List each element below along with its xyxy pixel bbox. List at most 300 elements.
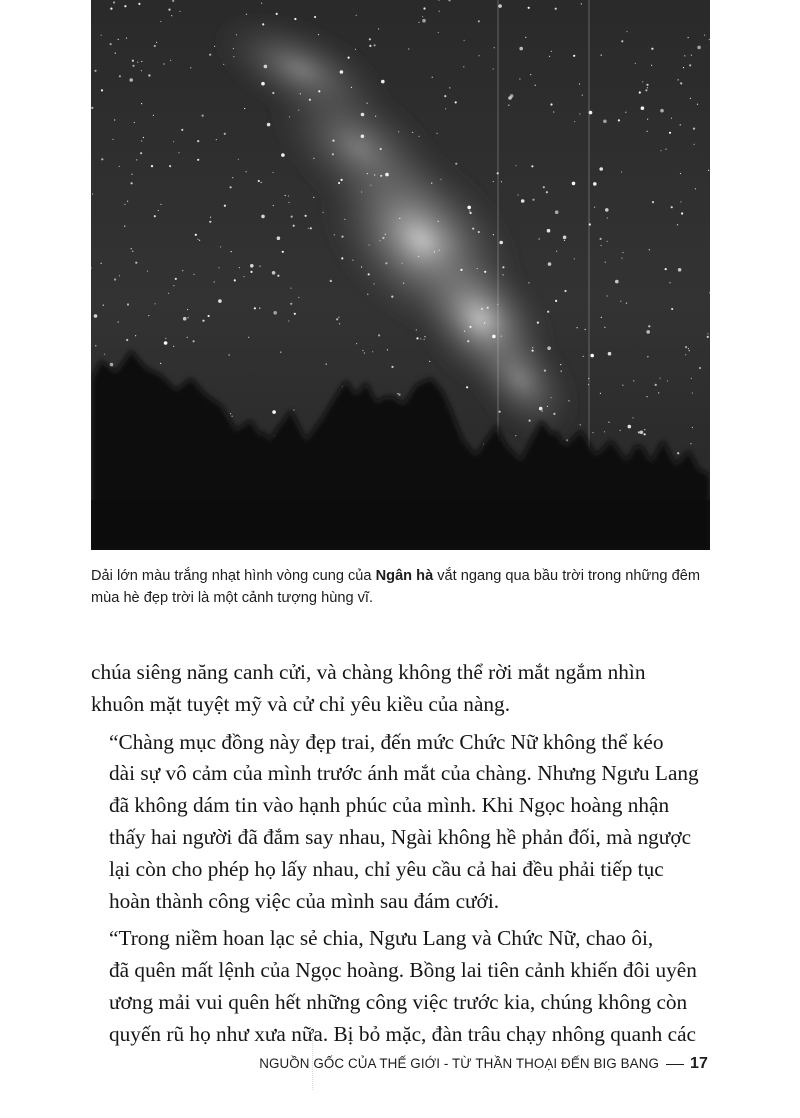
star [380,175,382,177]
star [264,65,268,69]
star [355,49,356,50]
text-line: đã quên mất lệnh của Ngọc hoàng. Bồng lai tiên cảnh khiến đôi uyên [109,958,697,983]
star [681,212,683,214]
star [147,271,148,272]
star [322,212,323,213]
star [420,338,421,339]
star [422,16,423,17]
body-paragraph [91,923,709,1050]
star [361,191,362,192]
star [369,244,370,245]
star [680,124,681,125]
star [259,308,260,309]
star [481,308,483,310]
star [677,224,678,225]
star [439,11,440,12]
star [101,35,102,36]
star [95,345,96,346]
star [155,303,156,304]
star [364,352,365,353]
star [437,133,438,134]
star [197,239,198,240]
star [141,70,142,71]
star [403,283,404,284]
star [438,32,439,33]
star [180,11,181,12]
star [669,132,671,134]
star [229,354,230,355]
star [632,417,633,418]
star [374,174,375,175]
star [369,38,371,40]
star [126,339,128,341]
star [230,413,231,414]
star [583,356,584,357]
star [218,299,222,303]
star [625,112,626,113]
text-line: chúa siêng năng canh cửi, và chàng không thể rời mắt ngắm nhìn [91,660,646,684]
star [604,327,605,328]
star [660,378,661,379]
star [621,40,623,42]
star [633,380,634,381]
star [223,64,224,65]
star [466,386,468,388]
star [572,182,576,186]
star [136,159,137,160]
star [646,330,650,334]
star [114,278,116,280]
star [467,206,471,210]
star [669,282,670,283]
star [285,195,286,196]
star [129,78,133,82]
star [126,38,127,39]
star [479,55,480,56]
star [601,317,602,318]
star [543,186,545,188]
figure-caption [91,565,731,609]
star [697,46,701,50]
star [385,234,386,235]
star [532,347,533,348]
star [131,248,132,249]
star [151,165,153,167]
star [158,210,159,211]
star [531,165,533,167]
star [234,279,236,281]
star [493,234,494,235]
star [169,165,171,167]
star [277,275,279,277]
star [492,335,496,339]
star [272,92,274,94]
star [209,221,211,223]
star [385,262,387,264]
star [547,346,551,350]
star [493,181,494,182]
star [709,39,710,40]
star [124,204,125,205]
star [680,201,681,202]
star [379,240,380,241]
star [310,227,312,229]
star [276,13,278,15]
star [424,339,425,340]
page-number: 17 [690,1055,708,1072]
star [351,87,352,88]
star [103,305,104,306]
text-line: đã không dám tin vào hạnh phúc của mình. Khi Ngọc hoàng nhận [109,793,670,818]
star [262,23,264,25]
star [387,349,388,350]
star [341,179,343,181]
star [608,422,609,423]
star [280,352,281,353]
star [290,288,291,289]
star [197,140,199,142]
star [521,199,525,203]
star [621,258,622,259]
star [101,89,103,91]
star [138,3,140,5]
star [378,28,379,29]
star [288,320,289,321]
star [378,334,380,336]
star [224,133,226,135]
star [218,267,219,268]
star [288,195,289,196]
star [678,268,682,272]
star [478,231,480,233]
star [599,167,603,171]
star [416,329,417,330]
star [648,325,650,327]
star [548,262,552,266]
text-line: “Trong niềm hoan lạc sẻ chia, Ngưu Lang và Chức Nữ, chao ôi, [109,926,654,951]
star [555,300,557,302]
star [135,262,137,264]
star [434,251,435,252]
star [683,67,684,68]
star [246,14,247,15]
star [113,1,115,3]
star [699,367,701,369]
star [171,15,172,16]
star [620,430,621,431]
star [665,268,667,270]
star [208,315,210,317]
star [603,120,607,124]
star [537,322,539,324]
star [298,110,299,111]
star [525,37,526,38]
star [127,303,129,305]
star [689,64,691,66]
star [503,274,504,275]
star [692,427,693,428]
star [665,149,666,150]
footer-dash [666,1064,684,1066]
star [585,329,586,330]
star [154,45,156,47]
star [233,56,234,57]
star [635,63,636,64]
star [547,311,549,313]
star [685,354,686,355]
star [422,19,426,23]
star [499,411,501,413]
star [708,170,709,171]
star [667,380,668,381]
star [642,81,643,82]
star [693,128,695,130]
star [423,7,425,9]
star [134,122,135,123]
star [690,443,691,444]
star [455,101,457,103]
star [640,431,644,435]
star [581,3,582,4]
text-line: lại còn cho phép họ lấy nhau, chỉ yêu cầu cả hai đều phải tiếp tục [109,856,664,881]
star [529,420,531,422]
star [539,407,543,411]
star [293,409,294,410]
star [160,363,161,364]
star [193,274,194,275]
star [168,293,169,294]
star [220,246,221,247]
star [305,215,307,217]
page-footer [0,1055,708,1073]
star [680,173,681,174]
star [647,119,648,120]
star [178,152,179,153]
body-paragraph [91,657,709,721]
star [385,173,389,177]
star [431,183,432,184]
star [626,303,627,304]
star [464,331,465,332]
star [118,39,119,40]
star [340,70,344,74]
star [639,91,641,93]
star [644,429,645,430]
star [549,56,550,57]
star [267,123,271,127]
star [445,108,446,109]
star [318,90,320,92]
star [199,240,200,241]
star [621,171,622,172]
body-text [91,657,709,1051]
star [655,384,657,386]
star [477,268,478,269]
star [418,22,419,23]
star [230,186,232,188]
star [469,326,471,328]
star [469,210,470,211]
star [418,256,419,257]
star [622,252,623,253]
star [494,47,495,48]
star [532,350,534,352]
star [202,115,204,117]
star [313,158,314,159]
star [418,136,419,137]
star [140,152,142,154]
star [618,119,620,121]
star [331,281,332,282]
star [137,62,138,63]
star [195,234,197,236]
star [604,431,605,432]
star [246,171,247,172]
star [272,271,276,275]
star [382,237,384,239]
star [493,68,494,69]
star [647,131,648,132]
star [334,234,335,235]
star [580,424,581,425]
star [555,8,557,10]
star [254,307,256,309]
star [300,93,301,94]
star [232,416,233,417]
star [685,346,687,348]
star [484,271,486,273]
star [391,296,393,298]
star [338,317,339,318]
star [547,406,548,407]
star [553,111,554,112]
star [119,75,121,77]
star [519,78,520,79]
star [294,313,296,315]
star [214,281,215,282]
star [601,245,602,246]
star [231,251,232,252]
star [566,439,568,441]
star [168,9,170,11]
star [244,108,245,109]
star [154,215,156,217]
star [671,118,672,119]
star [338,182,340,184]
star [173,346,174,347]
star [608,352,612,356]
star [250,271,252,273]
star [399,218,400,219]
star [660,109,664,113]
star [370,185,371,186]
star [332,140,334,142]
star [652,201,654,203]
star [671,308,673,310]
star [391,366,393,368]
star [356,15,357,16]
star [556,251,557,252]
star [170,60,171,61]
star [645,89,647,91]
star [579,113,580,114]
star [600,238,602,240]
star [688,37,689,38]
star [131,182,133,184]
star [141,140,142,141]
star [298,297,299,298]
star [318,34,319,35]
star [313,197,314,198]
text-line: dài sự vô cảm của mình trước ánh mắt của chàng. Nhưng Ngưu Lang [109,761,699,786]
star [182,270,183,271]
star [460,269,462,271]
star [173,285,174,286]
star [691,55,692,56]
star [277,236,281,240]
star [368,273,370,275]
star [546,191,548,193]
star [516,165,517,166]
star [209,54,211,56]
star [374,44,376,46]
star [412,132,413,133]
star [704,35,705,36]
star [692,392,693,393]
star [372,351,373,352]
caption-text-end: vắt ngang qua bầu trời trong những đêm mùa hè đẹp trời là một cảnh tượng hùng vĩ. [91,568,700,606]
star [689,350,690,351]
star [94,314,98,318]
star [677,452,679,454]
star [362,350,363,351]
star [148,315,149,316]
star [356,343,357,344]
star [332,153,334,155]
star [690,98,691,99]
star [373,283,374,284]
star [607,295,608,296]
star [530,74,531,75]
star [649,249,650,250]
star [568,400,569,401]
star [594,207,595,208]
star [165,338,166,339]
star [216,139,217,140]
star [573,55,575,57]
star [550,103,552,105]
star [282,251,284,253]
star [119,275,120,276]
star [579,83,580,84]
star [361,266,362,267]
star [651,48,653,50]
star [173,141,174,142]
star [190,67,191,68]
star [110,43,112,45]
star [348,57,350,59]
star [440,179,441,180]
star [464,40,465,41]
star [519,47,523,51]
star [181,129,183,131]
star [508,96,512,100]
caption-bold-term: Ngân hà [375,568,434,584]
star [175,278,177,280]
star [560,364,561,365]
star [592,432,593,433]
milky-way-photo [91,0,710,550]
